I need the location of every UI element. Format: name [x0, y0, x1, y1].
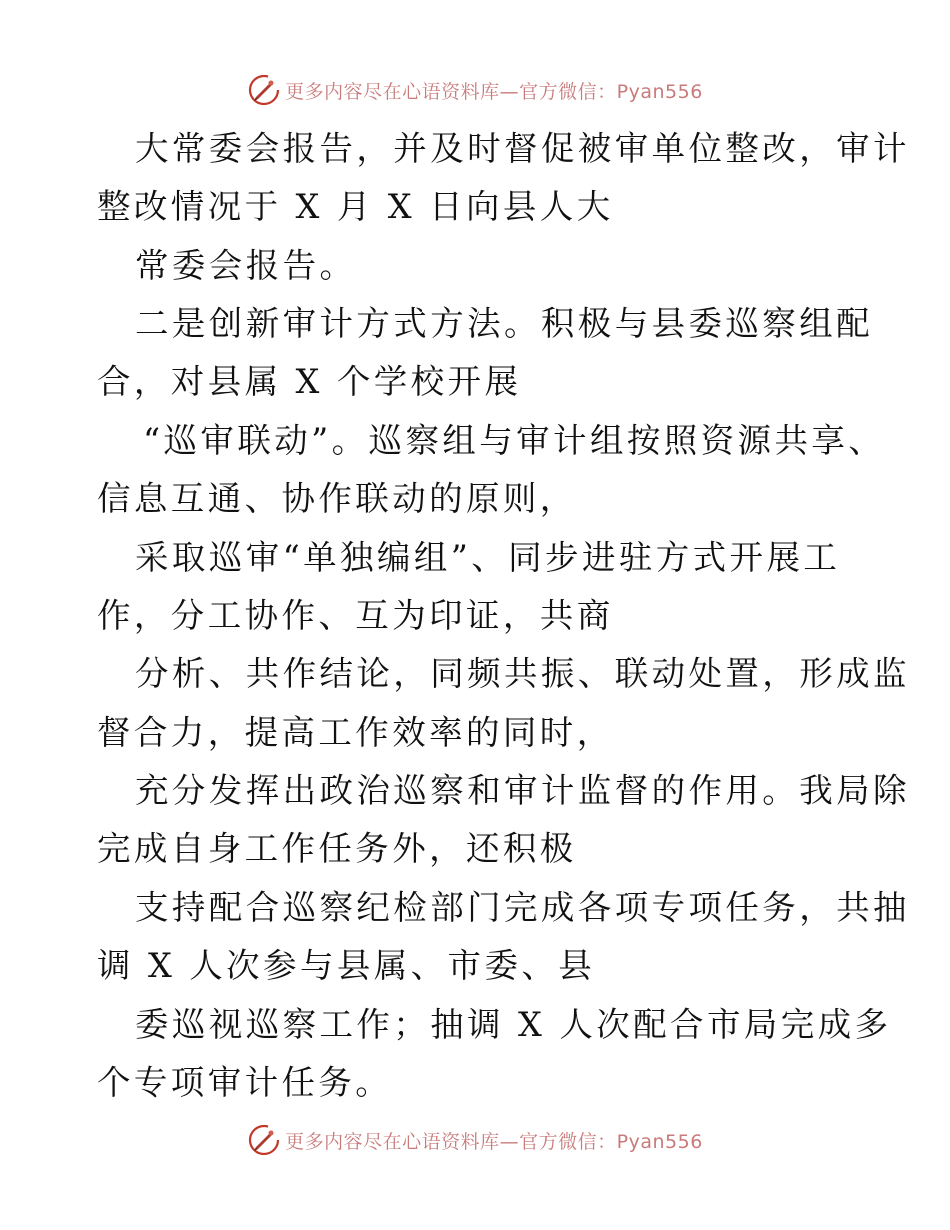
text-line: 采取巡审“单独编组”、同步进驻方式开展工 [135, 538, 841, 577]
text-line: 信息互通、协作联动的原则， [97, 479, 577, 518]
text-line: 督合力，提高工作效率的同时， [97, 713, 614, 752]
watermark-text: 更多内容尽在心语资料库—官方微信：Pyan556 [285, 1130, 703, 1153]
text-line: 调 X 人次参与县属、市委、县 [97, 946, 596, 985]
text-line: 作，分工协作、互为印证，共商 [97, 596, 614, 635]
footer-watermark [0, 1122, 950, 1158]
header-watermark [0, 72, 950, 108]
watermark-text: 更多内容尽在心语资料库—官方微信：Pyan556 [285, 80, 703, 103]
text-line: 完成自身工作任务外，还积极 [97, 829, 577, 868]
text-line: 委巡视巡察工作；抽调 X 人次配合市局完成多 [135, 1005, 892, 1044]
text-line: 大常委会报告，并及时督促被审单位整改，审计 [135, 129, 910, 168]
text-line: “巡审联动”。巡察组与审计组按照资源共享、 [143, 421, 886, 460]
text-line: 个专项审计任务。 [97, 1063, 393, 1102]
text-line: 常委会报告。 [135, 246, 357, 285]
text-line: 支持配合巡察纪检部门完成各项专项任务，共抽 [135, 888, 910, 927]
quill-logo-icon [247, 73, 281, 107]
text-line: 合，对县属 X 个学校开展 [97, 362, 522, 401]
text-line: 分析、共作结论，同频共振、联动处置，形成监 [135, 654, 910, 693]
quill-logo-icon [247, 1123, 281, 1157]
text-line: 整改情况于 X 月 X 日向县人大 [97, 187, 614, 226]
text-line: 充分发挥出政治巡察和审计监督的作用。我局除 [135, 771, 910, 810]
text-line: 二是创新审计方式方法。积极与县委巡察组配 [135, 304, 873, 343]
